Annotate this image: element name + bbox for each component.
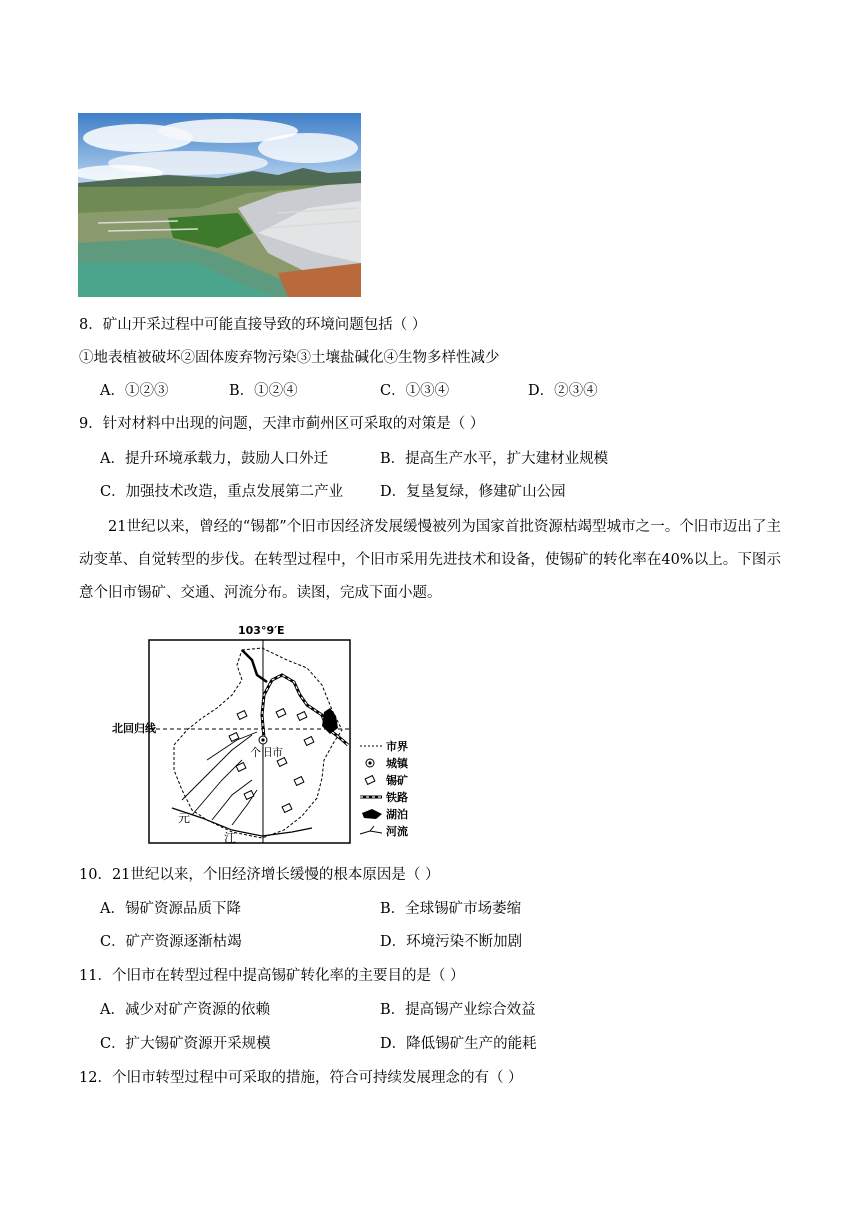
legend-railway: 铁路	[386, 791, 408, 804]
q11-option-d[interactable]: D．降低锡矿生产的能耗	[380, 1036, 537, 1052]
legend-river: 河流	[386, 825, 408, 838]
gejiu-map	[112, 620, 432, 845]
q8-option-c[interactable]: C．①③④	[380, 383, 450, 399]
q8-option-d[interactable]: D．②③④	[528, 383, 598, 399]
q10-option-a[interactable]: A．锡矿资源品质下降	[100, 901, 241, 917]
q10-option-b[interactable]: B．全球锡矿市场萎缩	[380, 901, 522, 917]
q11-option-b[interactable]: B．提高锡产业综合效益	[380, 1002, 536, 1018]
q10-stem: 10．21世纪以来，个旧经济增长缓慢的根本原因是（ ）	[79, 867, 440, 883]
legend-town: 城镇	[386, 757, 408, 770]
q9-option-b[interactable]: B．提高生产水平，扩大建材业规模	[380, 451, 609, 467]
mine-landscape-photo	[78, 113, 361, 297]
river-label-1: 元	[178, 811, 191, 825]
q8-option-b[interactable]: B．①②④	[229, 383, 298, 399]
q9-stem: 9．针对材料中出现的问题，天津市蓟州区可采取的对策是（ ）	[79, 416, 485, 432]
q11-stem: 11．个旧市在转型过程中提高锡矿转化率的主要目的是（ ）	[79, 968, 465, 984]
city-label: 个旧市	[250, 746, 283, 759]
q10-option-d[interactable]: D．环境污染不断加剧	[380, 934, 523, 950]
legend-lake: 湖泊	[386, 808, 408, 821]
q8-items: ①地表植被破坏②固体废弃物污染③土壤盐碱化④生物多样性减少	[79, 350, 500, 366]
q9-option-a[interactable]: A．提升环境承载力，鼓励人口外迁	[100, 451, 328, 467]
legend-tin-mine: 锡矿	[386, 774, 408, 787]
q11-option-c[interactable]: C．扩大锡矿资源开采规模	[100, 1036, 271, 1052]
q12-stem: 12．个旧市转型过程中可采取的措施，符合可持续发展理念的有（ ）	[79, 1070, 523, 1086]
longitude-label: 103°9′E	[238, 624, 285, 637]
q11-option-a[interactable]: A．减少对矿产资源的依赖	[100, 1002, 270, 1018]
q9-option-d[interactable]: D．复垦复绿，修建矿山公园	[380, 484, 566, 500]
q10-option-c[interactable]: C．矿产资源逐渐枯竭	[100, 934, 242, 950]
material-passage: 21世纪以来，曾经的“锡都”个旧市因经济发展缓慢被列为国家首批资源枯竭型城市之一。个旧市迈出了主动变革、自觉转型的步伐。在转型过程中，个旧市采用先进技术和设备，使锡矿的转化率在40%以上。下图示意个旧市锡矿、交通、河流分布。读图，完成下面小题。	[79, 519, 781, 601]
q9-option-c[interactable]: C．加强技术改造，重点发展第二产业	[100, 484, 344, 500]
q8-stem: 8．矿山开采过程中可能直接导致的环境问题包括（ ）	[79, 317, 427, 333]
river-label-2: 江	[224, 831, 237, 845]
q8-option-a[interactable]: A．①②③	[100, 383, 169, 399]
tropic-label: 北回归线	[112, 722, 156, 735]
legend-city-boundary: 市界	[386, 740, 408, 753]
